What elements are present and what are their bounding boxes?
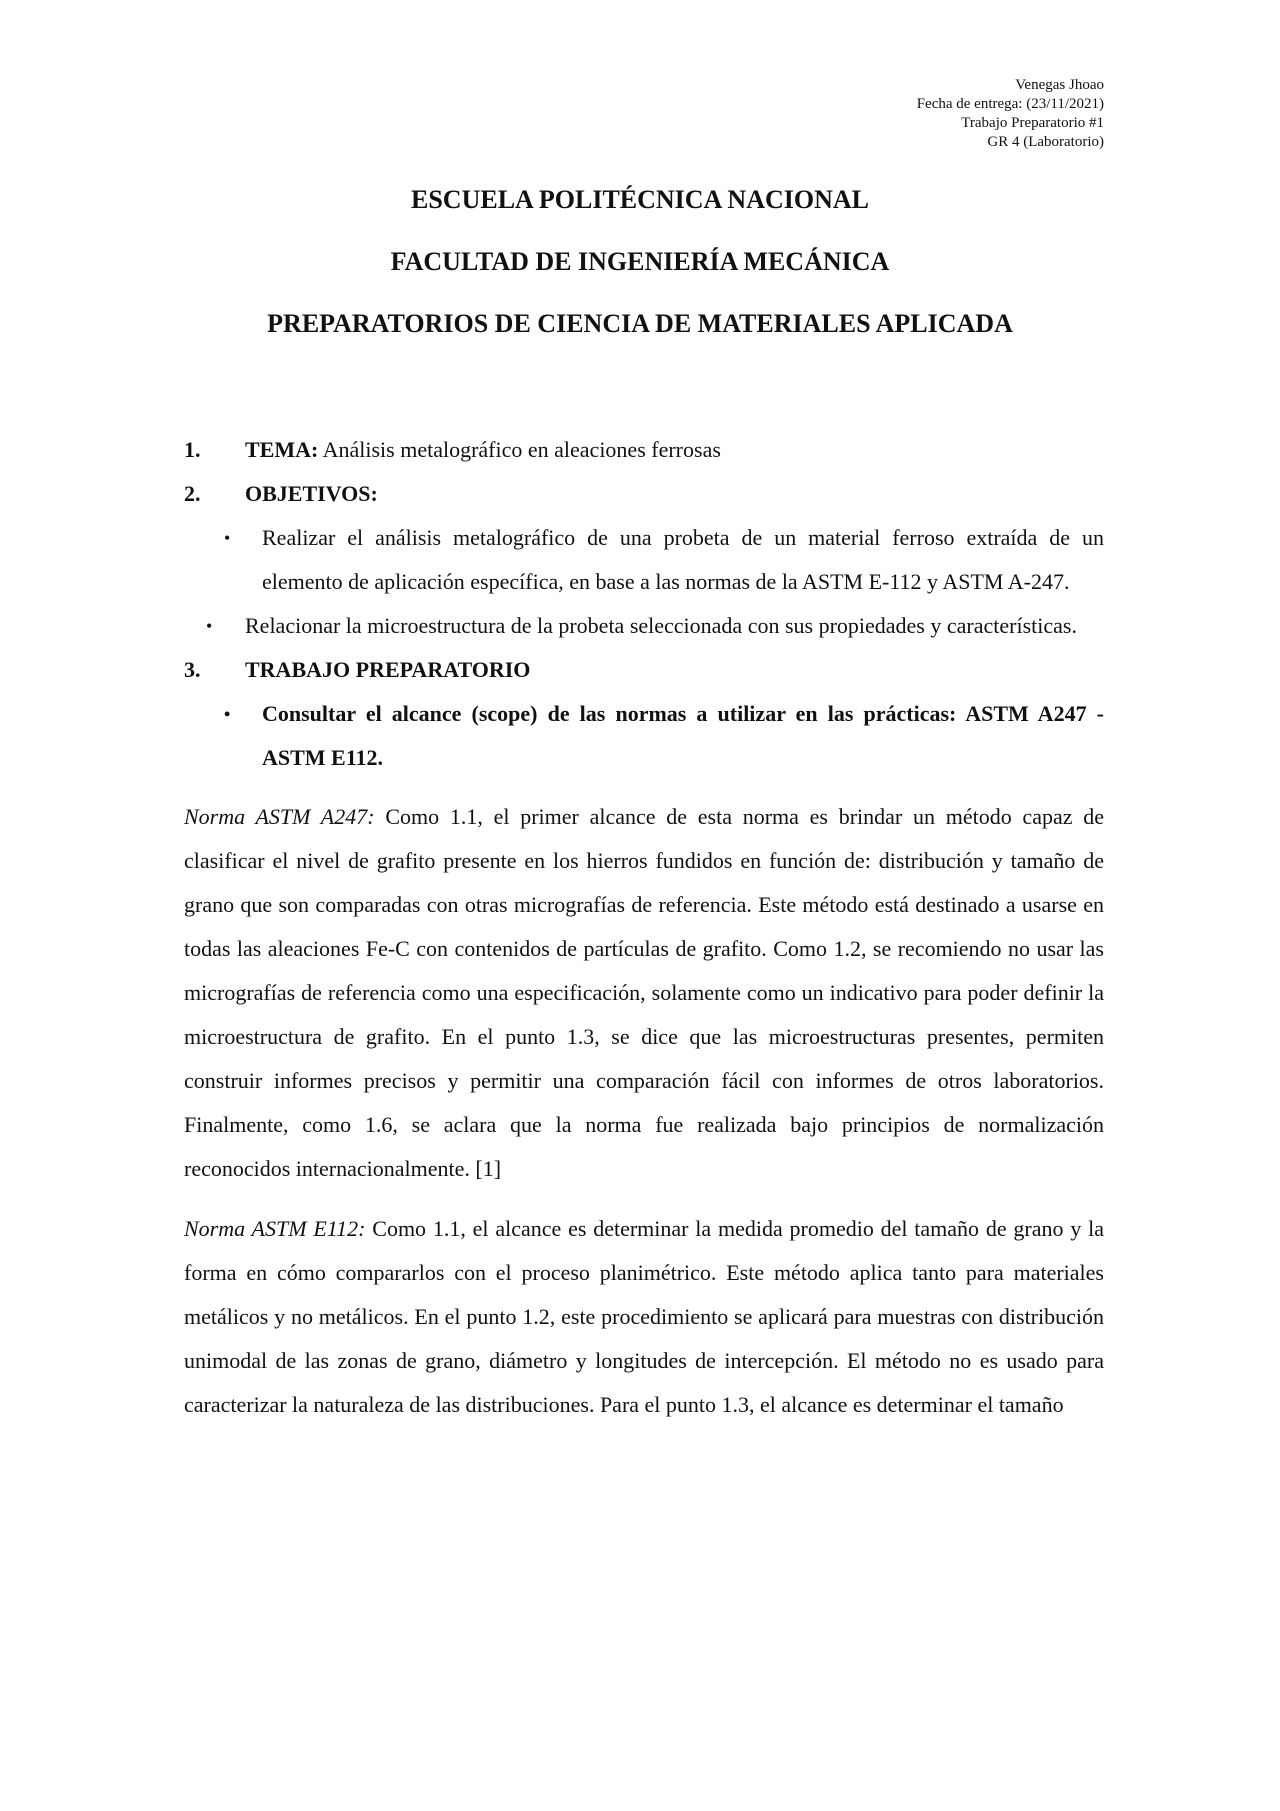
- section-tema: [184, 428, 1104, 472]
- section-label: TEMA:: [245, 437, 319, 462]
- section-text: Análisis metalográfico en aleaciones ferrosas: [318, 437, 721, 462]
- objective-item: [184, 516, 1104, 604]
- title-block: [0, 183, 1280, 369]
- university-title: ESCUELA POLITÉCNICA NACIONAL: [411, 185, 869, 214]
- group-label: GR 4 (Laboratorio): [987, 134, 1104, 150]
- paragraph-lead: Norma ASTM E112:: [184, 1216, 366, 1241]
- author-name: Venegas Jhoao: [1015, 77, 1104, 93]
- section-number: 1.: [184, 437, 201, 462]
- objective-text: Realizar el análisis metalográfico de una probeta de un material ferroso extraída de un elemento de aplicación específica, en base a las normas de la ASTM E-112 y ASTM A-247.: [262, 525, 1104, 594]
- paragraph-text: Como 1.1, el alcance es determinar la medida promedio del tamaño de grano y la forma en cómo compararlos con el proceso planimétrico. Este método aplica tanto para materiales metálicos y no metálicos. En el punto 1.2, este procedimiento se aplicará para muestras con distribución unimodal de las zonas de grano, diámetro y longitudes de intercepción. El método no es usado para caracterizar la naturaleza de las distribuciones. Para el punto 1.3, el alcance es determinar el tamaño: [184, 1216, 1104, 1417]
- section-label: OBJETIVOS:: [245, 481, 378, 506]
- paragraph-astm-e112: [184, 1207, 1104, 1427]
- bullet-dot-icon: •: [206, 616, 213, 636]
- paragraph-text: Como 1.1, el primer alcance de esta norma es brindar un método capaz de clasificar el nivel de grafito presente en los hierros fundidos en función de: distribución y tamaño de grano que son comparadas con otras micrografías de referencia. Este método está destinado a usarse en todas las aleaciones Fe-C con contenidos de partículas de grafito. Como 1.2, se recomiendo no usar las micrografías de referencia como una especificación, solamente como un indicativo para poder definir la microestructura de grafito. En el punto 1.3, se dice que las microestructuras presentes, permiten construir informes precisos y permitir una comparación fácil con informes de otros laboratorios. Finalmente, como 1.6, se aclara que la norma fue realizada bajo principios de normalización reconocidos internacionalmente. [1]: [184, 804, 1104, 1181]
- section-trabajo-preparatorio: [184, 648, 1104, 692]
- assignment-label: Trabajo Preparatorio #1: [961, 115, 1104, 131]
- objective-item: [184, 604, 1104, 648]
- header-info: [917, 76, 1104, 152]
- section-label: TRABAJO PREPARATORIO: [245, 657, 531, 682]
- section-number: 3.: [184, 657, 201, 682]
- paragraph-astm-a247: [184, 795, 1104, 1191]
- bullet-dot-icon: •: [224, 704, 231, 724]
- section-objetivos: [184, 472, 1104, 516]
- bullet-dot-icon: •: [224, 528, 231, 548]
- task-item: [184, 692, 1104, 780]
- faculty-title: FACULTAD DE INGENIERÍA MECÁNICA: [390, 247, 890, 276]
- section-number: 2.: [184, 481, 201, 506]
- task-text: Consultar el alcance (scope) de las normas a utilizar en las prácticas: ASTM A247 - ASTM E112.: [262, 701, 1104, 770]
- due-date: Fecha de entrega: (23/11/2021): [916, 96, 1104, 112]
- objective-text: Relacionar la microestructura de la probeta seleccionada con sus propiedades y características.: [245, 613, 1077, 638]
- document-body: [184, 428, 1104, 1427]
- paragraph-lead: Norma ASTM A247:: [184, 804, 375, 829]
- course-title: PREPARATORIOS DE CIENCIA DE MATERIALES APLICADA: [267, 309, 1013, 338]
